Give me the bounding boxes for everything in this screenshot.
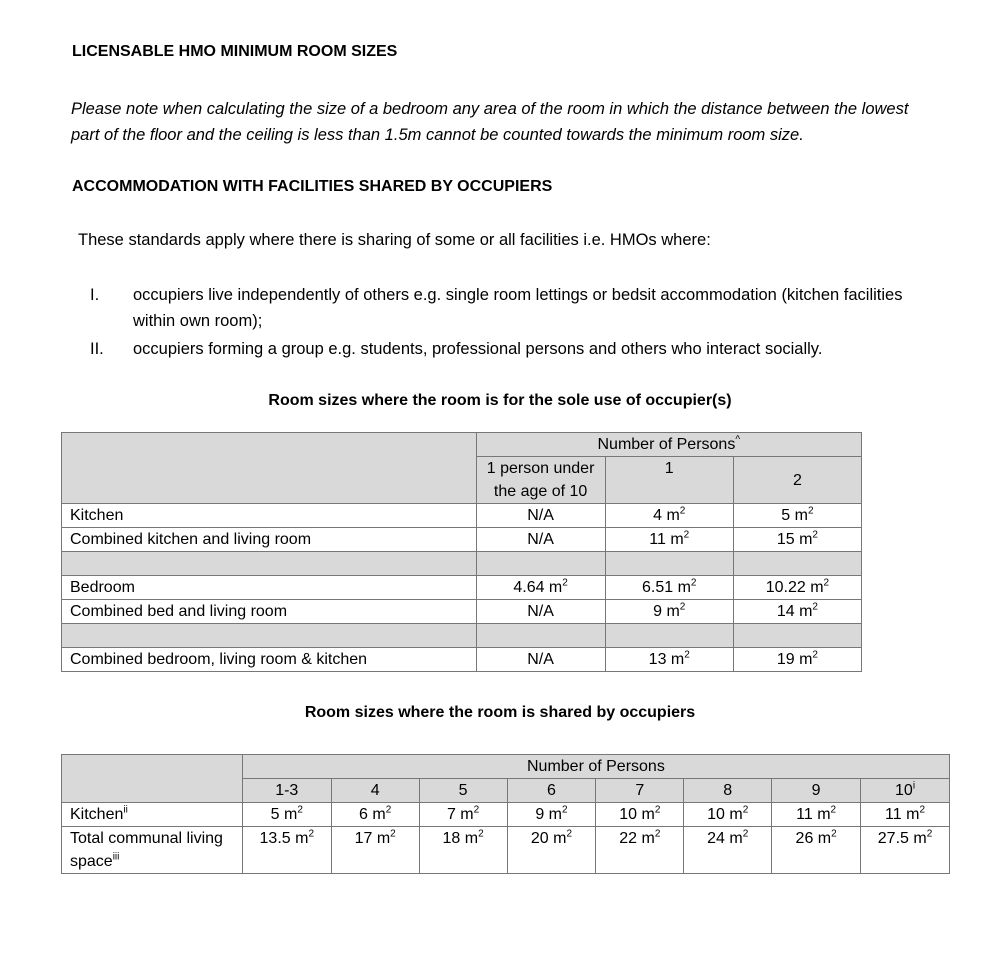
row-label: Kitchen	[62, 504, 477, 528]
page-title: LICENSABLE HMO MINIMUM ROOM SIZES	[72, 43, 398, 60]
table2-corner-cell	[62, 755, 243, 803]
row-label: Kitchen$^{ii}$	[62, 803, 243, 827]
cell: 4.64 $m^2$	[476, 576, 605, 600]
cell: 18 $m^2$	[419, 827, 507, 874]
intro-text: These standards apply where there is sharing of some or all facilities i.e. HMOs where:	[78, 231, 711, 249]
cell: N/A	[476, 528, 605, 552]
spacer-row	[62, 552, 862, 576]
list-item-number: II.	[90, 340, 104, 358]
table-row	[62, 600, 862, 624]
table2-col-header: 1-3	[242, 779, 331, 803]
sole-use-room-sizes-table	[61, 432, 862, 672]
cell: N/A	[476, 504, 605, 528]
cell: 5 $m^2$	[242, 803, 331, 827]
table2-col-header: 10$^i$	[861, 779, 950, 803]
cell: 5 $m^2$	[733, 504, 861, 528]
footnote-mark: i	[912, 780, 916, 792]
row-label: Combined kitchen and living room	[62, 528, 477, 552]
cell: 9 $m^2$	[507, 803, 596, 827]
footnote-mark: ii	[123, 804, 128, 816]
table-row	[62, 803, 950, 827]
table-row	[62, 827, 950, 874]
table1-header: Number of Persons^	[476, 433, 861, 457]
cell: 4 $m^2$	[605, 504, 733, 528]
table-row	[62, 504, 862, 528]
table1-col-header: 2	[733, 457, 861, 504]
table2-col-header: 8	[684, 779, 772, 803]
cell: 24 $m^2$	[684, 827, 772, 874]
table2-col-header: 6	[507, 779, 596, 803]
section-heading: ACCOMMODATION WITH FACILITIES SHARED BY OCCUPIERS	[72, 178, 553, 195]
table1-col-header: 1	[605, 457, 733, 504]
cell: 13.5 $m^2$	[242, 827, 331, 874]
list-item-text: occupiers forming a group e.g. students, professional persons and others who interact socially.	[133, 340, 823, 358]
row-label: Combined bedroom, living room & kitchen	[62, 648, 477, 672]
row-label: Combined bed and living room	[62, 600, 477, 624]
table-row	[62, 576, 862, 600]
table2-caption: Room sizes where the room is shared by occupiers	[304, 704, 696, 721]
cell: 17 $m^2$	[331, 827, 419, 874]
list-item-number: I.	[90, 286, 100, 304]
cell: 10.22 $m^2$	[733, 576, 861, 600]
table2-col-header: 7	[596, 779, 684, 803]
table2-col-header: 9	[772, 779, 861, 803]
cell: 11 $m^2$	[605, 528, 733, 552]
cell: 14 $m^2$	[733, 600, 861, 624]
cell: N/A	[476, 648, 605, 672]
bedroom-size-note: Please note when calculating the size of a bedroom any area of the room in which the distance between the lowest part of the floor and the ceiling is less than 1.5m cannot be counted towards the minimum room size.	[71, 100, 909, 144]
cell: 20 $m^2$	[507, 827, 596, 874]
cell: N/A	[476, 600, 605, 624]
cell: 13 $m^2$	[605, 648, 733, 672]
cell: 9 $m^2$	[605, 600, 733, 624]
table1-caption: Room sizes where the room is for the sole use of occupier(s)	[268, 392, 732, 409]
table2-header: Number of Persons	[242, 755, 949, 779]
cell: 11 $m^2$	[772, 803, 861, 827]
shared-room-sizes-table	[61, 754, 950, 874]
table1-col-header: 1 person under the age of 10	[476, 457, 605, 504]
table-row	[62, 648, 862, 672]
cell: 10 $m^2$	[596, 803, 684, 827]
table1-corner-cell	[62, 433, 477, 504]
cell: 15 $m^2$	[733, 528, 861, 552]
cell: 19 $m^2$	[733, 648, 861, 672]
row-label: Bedroom	[62, 576, 477, 600]
footnote-mark: iii	[112, 851, 120, 863]
cell: 6 $m^2$	[331, 803, 419, 827]
cell: 7 $m^2$	[419, 803, 507, 827]
table-row	[62, 528, 862, 552]
table2-col-header: 4	[331, 779, 419, 803]
cell: 11 $m^2$	[861, 803, 950, 827]
cell: 6.51 $m^2$	[605, 576, 733, 600]
cell: 26 $m^2$	[772, 827, 861, 874]
row-label: Total communal living space$^{iii}$	[62, 827, 243, 874]
table2-col-header: 5	[419, 779, 507, 803]
cell: 10 $m^2$	[684, 803, 772, 827]
cell: 22 $m^2$	[596, 827, 684, 874]
list-item-text: occupiers live independently of others e.g. single room lettings or bedsit accommodation (kitchen facilities within own room);	[133, 286, 903, 330]
cell: 27.5 $m^2$	[861, 827, 950, 874]
footnote-mark: ^	[735, 434, 741, 446]
spacer-row	[62, 624, 862, 648]
